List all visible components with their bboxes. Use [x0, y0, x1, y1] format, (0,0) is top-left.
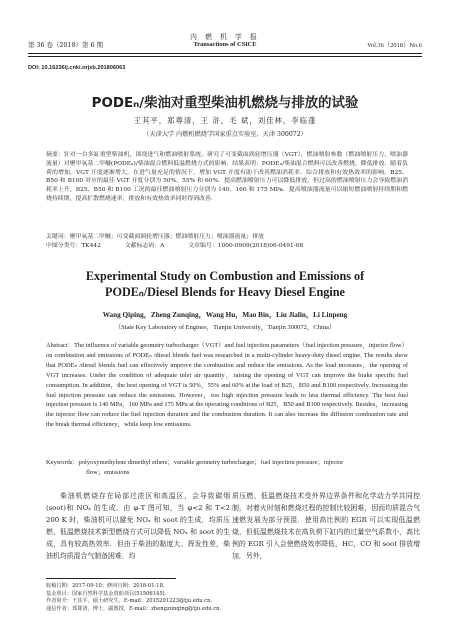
document-code: 文献标志码：A [124, 243, 165, 249]
journal-name-cn: 内 燃 机 学 报 [190, 33, 260, 41]
abstract-cn: 摘要：针对一台多缸重型柴油机，围绕进气和燃油喷射系统，研究了可变截面涡轮增压器（VGT）、燃油喷射参数（燃油喷射压力、喷油器流量）对聚甲氧基二甲醚(PODEₙ)/柴油混合燃料低温燃烧方式的影响．结果表明：PODEₙ/柴油混合燃料可以改善燃烧，降低排放．随着负荷的增加，VGT 开度逐渐增大，在进气量充足的情况下，增加 VGT 开度有助于改善燃油消耗率．综合排放和有效热效率的影响，B25、B50 和 B100 对应的最佳 VGT 开度分别为 50%、55% 和 60%．提高燃油喷射压力可以降低排放，但过高的燃油喷射压力会导致燃油消耗率上升，B25、B50 和 B100 工况的最佳燃油喷射压力分别为 140、160 和 175 MPa．提高喷油器流量可以缩短燃油喷射持续期和燃烧持续期，提高扩散燃烧速率，排放和有效热效率同时得到改善． [46, 152, 408, 202]
footnote-rule [46, 578, 176, 579]
doi: DOI: 10.16236/j.cnki.nrjxb.201806063 [28, 65, 126, 71]
article-number: 文章编号：1000-0909(2018)06-0491-08 [188, 243, 304, 249]
classification-line [46, 242, 408, 251]
paper-title-en-line1: Experimental Study on Combustion and Emissions of [85, 269, 365, 283]
keywords-en-line2: flow；emissions [86, 468, 130, 476]
keywords-cn: 关键词：聚甲氧基二甲醚；可变截面涡轮增压器；燃油喷射压力；喷油器流量；排放 [46, 234, 264, 240]
abstract-en: Abstract：The influence of variable geometry turbocharger（VGT）and fuel injection parameters（fuel injection pressure，injector flow）on combustion and emissions of PODEₙ /diesel blends fuel was researched in a multi-cylinder heavy-duty diesel engine. The results show that PODEₙ /diesel blends fuel can effectively improve the combustion and reduce the emissions. As the load increases，the opening of VGT increases. Under the condition of adequate inlet air quantity，raising the opening of VGT can improve the brake specific fuel consumption. In addition，the best opening of VGT is 50%，55% and 60% at the load of B25，B50 and B100 respectively. Increasing the fuel injection pressure can reduce the emissions. However，too high injection pressure leads to less thermal efficiency. The best fuel injection pressure is 140 MPa，160 MPa and 175 MPa at the operating conditions of B25，B50 and B100 respectively. Besides，increasing the injector flow can reduce the fuel injection duration and the combustion duration. It can also increase the diffusion combustion rate and the break thermal efficiency，while keep low emissions. [46, 342, 408, 429]
paper-title-en-line2: PODEₙ/Diesel Blends for Heavy Diesel Engine [105, 285, 345, 299]
header-rule-thick [28, 53, 422, 54]
footnote-received: 收稿日期：2017-09-10；修回日期：2018-01-18. [46, 583, 165, 589]
footnote-funding: 基金项目：国家自然科学基金资助项目(51506145). [46, 590, 167, 597]
footnote-author: 作者简介：王其平，硕士研究生，E-mail：2015201223@tju.edu.cn. [46, 598, 213, 605]
keywords-en [46, 458, 408, 478]
journal-name-en: Transactions of CSICE [193, 41, 257, 48]
clc-number: 中图分类号：TK442 [46, 243, 101, 249]
body-column-left: 柴油机燃烧存在局部过浓区和高温区，会导致碳烟(soot)和 NOₓ 的生成．由 φ-T 图可知，当 φ<2 和 T<2 200 K 时，柴油机可以避免 NOₓ 和 soot 的生成．均质压燃、低温燃烧技术新型燃烧方式可以降低 NOₓ 和 soot 的生成，具有较高热效率．但由于柴油的黏度大、挥发性差，柴油机均质混合气制备困难．均 [46, 492, 230, 561]
running-header-volume: 第 36 卷（2018）第 6 期 [28, 41, 103, 49]
authors-en: Wang Qiping，Zheng Zunqing，Wang Hu，Mao Bin，Liu Jialin，Li Linpeng [102, 311, 348, 319]
running-header-volume-en: Vol.36（2018）No.6 [367, 42, 422, 49]
footnote-corresponding: 通信作者：郑尊清，博士，副教授，E-mail：zhengzunqing@tju.edu.cn. [46, 605, 222, 612]
keywords-en-line1: Keywords：polyoxymethylene dimethyl ethers；variable geometry turbocharger；fuel injection pressure；injector [46, 459, 344, 466]
paper-title-cn: PODEₙ/柴油对重型柴油机燃烧与排放的试验 [91, 96, 359, 111]
affiliation-en: （State Key Laboratory of Engines，Tianjin University，Tianjin 300072，China） [114, 324, 336, 331]
footnotes [46, 583, 408, 613]
header-rule-thin [28, 56, 422, 57]
paper-title-en [0, 268, 450, 300]
affiliation-cn: （天津大学 内燃机燃烧学国家重点实验室，天津 300072） [143, 131, 307, 138]
authors-cn: 王其平，郑尊清，王 浒，毛 斌，刘佳林，李临蓬 [133, 116, 317, 125]
body-column-right: 质压燃、低温燃烧技术受外界边界条件和化学动力学共同控制，对着火时刻和燃烧过程的控制比较困难，因而均质混合气速燃发展为部分预混．使用高比例的 EGR 可以实现低温燃烧，但低温燃烧技术在高负荷下缸内的过量空气系数小，高比例的 EGR 引入会使燃烧效率降低，HC，CO 和 soot 排放增加．另外， [232, 492, 420, 561]
